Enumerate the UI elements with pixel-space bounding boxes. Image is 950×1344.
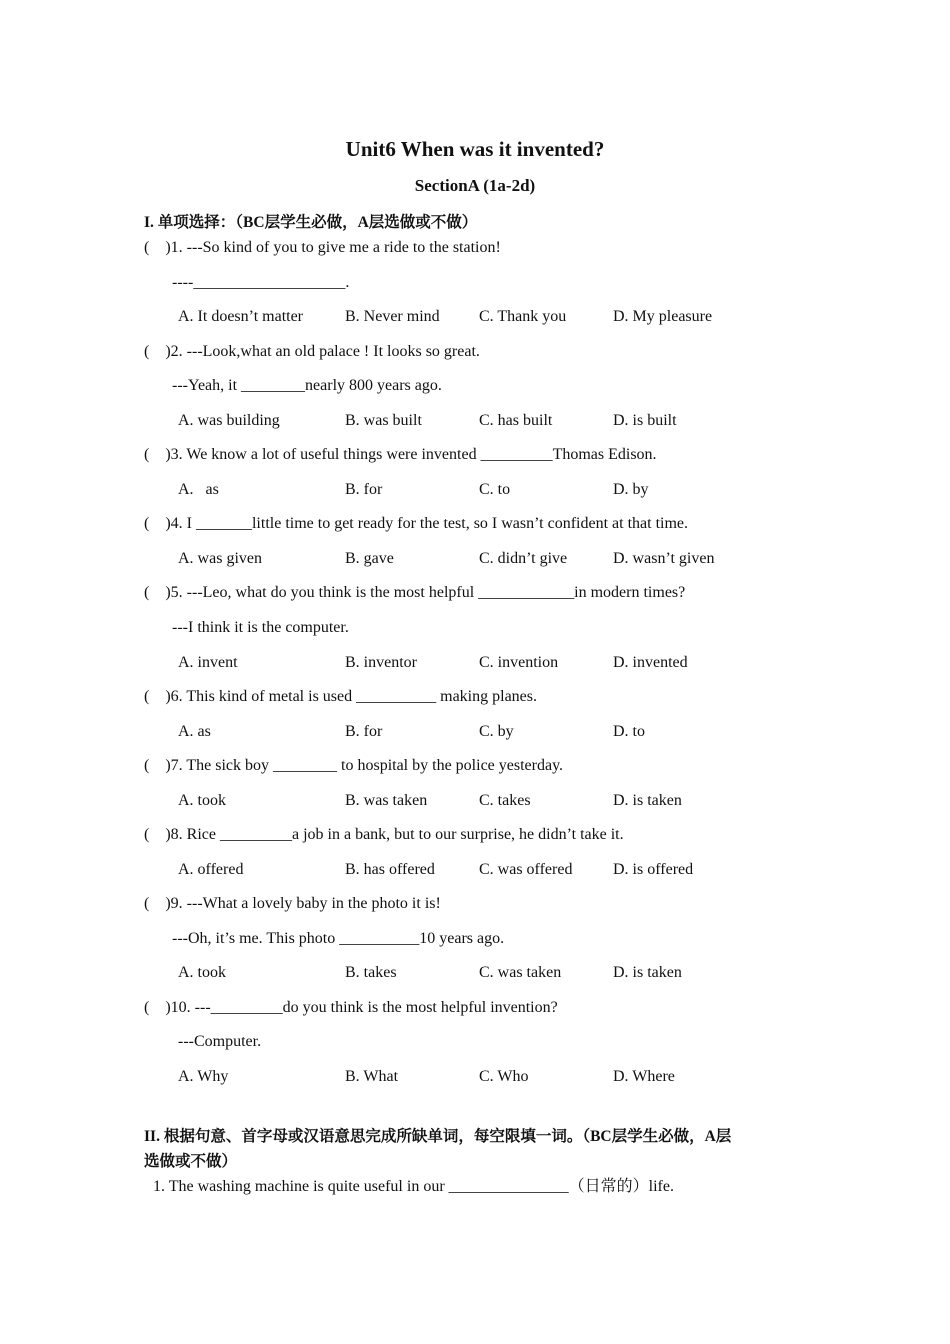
option-c: C. was offered (479, 861, 573, 878)
question-stem: ( )9. ---What a lovely baby in the photo it is! (144, 895, 441, 912)
question-stem: ( )1. ---So kind of you to give me a ride to the station! (144, 239, 501, 256)
option-a: A. as (178, 481, 219, 498)
option-a: A. was given (178, 550, 262, 567)
question-stem: ( )8. Rice _________a job in a bank, but to our surprise, he didn’t take it. (144, 826, 624, 843)
option-a: A. as (178, 723, 211, 740)
section2-heading-cont: 选做或不做） (144, 1153, 238, 1170)
option-c: C. Who (479, 1068, 529, 1085)
section2-heading: II. 根据句意、首字母或汉语意思完成所缺单词，每空限填一词。（BC层学生必做，A层 (144, 1128, 732, 1145)
option-b: B. for (345, 481, 383, 498)
option-b: B. inventor (345, 654, 417, 671)
option-c: C. Thank you (479, 308, 567, 325)
fill-in-item: 1. The washing machine is quite useful in our _______________（日常的）life. (153, 1178, 674, 1195)
option-b: B. was taken (345, 792, 428, 809)
option-d: D. to (613, 723, 645, 740)
question-stem: ( )10. ---_________do you think is the most helpful invention? (144, 999, 558, 1016)
option-d: D. by (613, 481, 649, 498)
question-reply: ----___________________. (172, 274, 350, 291)
option-b: B. has offered (345, 861, 435, 878)
option-a: A. invent (178, 654, 238, 671)
option-c: C. was taken (479, 964, 562, 981)
question-stem: ( )4. I _______little time to get ready for the test, so I wasn’t confident at that time. (144, 515, 689, 532)
option-row (178, 410, 818, 432)
option-a: A. Why (178, 1068, 229, 1085)
option-row (178, 1066, 818, 1088)
page-subtitle: SectionA (1a-2d) (414, 176, 536, 195)
option-d: D. is taken (613, 964, 682, 981)
question-reply: ---I think it is the computer. (172, 619, 349, 636)
option-c: C. by (479, 723, 514, 740)
question-reply: ---Oh, it’s me. This photo __________10 years ago. (172, 930, 505, 947)
option-row (178, 652, 818, 674)
option-d: D. is taken (613, 792, 682, 809)
option-row (178, 962, 818, 984)
question-reply: ---Yeah, it ________nearly 800 years ago. (172, 377, 442, 394)
option-c: C. takes (479, 792, 531, 809)
option-row (178, 548, 818, 570)
option-d: D. is offered (613, 861, 694, 878)
question-stem: ( )2. ---Look,what an old palace ! It looks so great. (144, 343, 480, 360)
option-c: C. invention (479, 654, 559, 671)
option-d: D. invented (613, 654, 688, 671)
question-reply: ---Computer. (178, 1033, 262, 1050)
option-a: A. offered (178, 861, 244, 878)
page-title: Unit6 When was it invented? (345, 137, 605, 161)
option-row (178, 306, 818, 328)
option-c: C. has built (479, 412, 553, 429)
section1-heading: I. 单项选择：（BC层学生必做，A层选做或不做） (144, 214, 478, 231)
option-a: A. was building (178, 412, 280, 429)
option-b: B. gave (345, 550, 394, 567)
option-b: B. Never mind (345, 308, 440, 325)
option-d: D. Where (613, 1068, 675, 1085)
option-row (178, 479, 818, 501)
question-stem: ( )6. This kind of metal is used __________ making planes. (144, 688, 537, 705)
option-c: C. didn’t give (479, 550, 568, 567)
option-d: D. My pleasure (613, 308, 713, 325)
option-b: B. was built (345, 412, 422, 429)
question-stem: ( )3. We know a lot of useful things were invented _________Thomas Edison. (144, 446, 657, 463)
option-c: C. to (479, 481, 511, 498)
option-a: A. It doesn’t matter (178, 308, 304, 325)
option-d: D. is built (613, 412, 677, 429)
option-row (178, 790, 818, 812)
option-a: A. took (178, 792, 226, 809)
option-row (178, 859, 818, 881)
question-stem: ( )5. ---Leo, what do you think is the most helpful ____________in modern times? (144, 584, 686, 601)
option-b: B. What (345, 1068, 399, 1085)
option-b: B. for (345, 723, 383, 740)
option-a: A. took (178, 964, 226, 981)
option-b: B. takes (345, 964, 397, 981)
question-stem: ( )7. The sick boy ________ to hospital by the police yesterday. (144, 757, 564, 774)
option-d: D. wasn’t given (613, 550, 715, 567)
option-row (178, 721, 818, 743)
